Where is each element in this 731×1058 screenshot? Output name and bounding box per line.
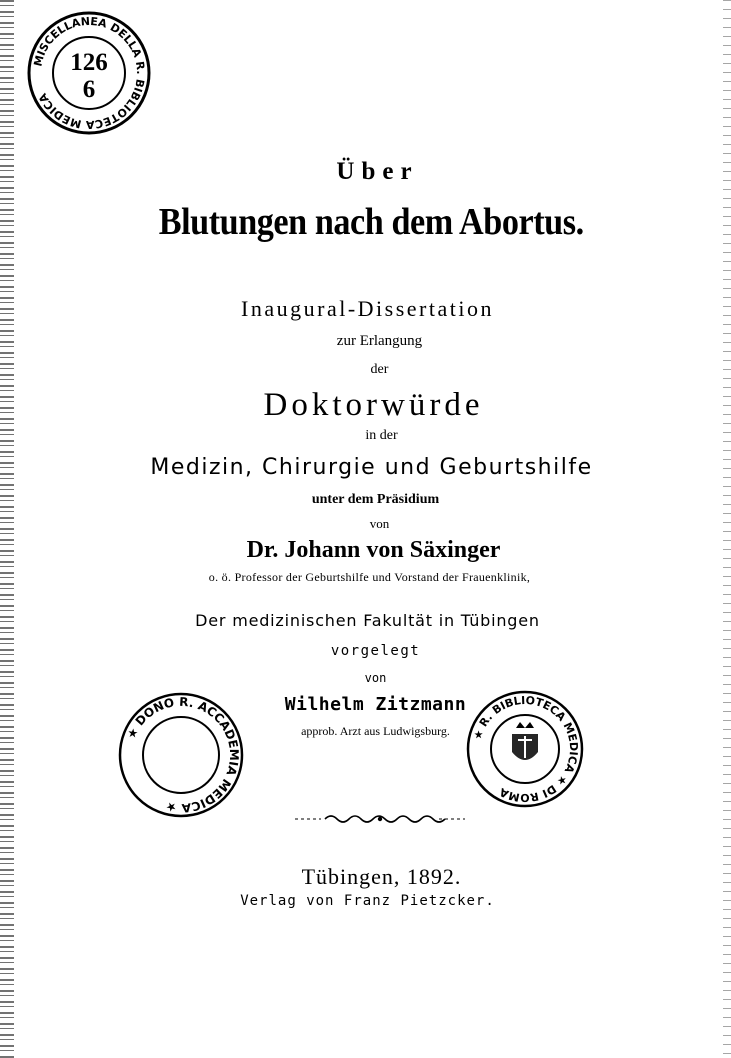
stamp-left-ring-text: ★ DONO R. ACCADEMIA MEDICA ★ bbox=[124, 694, 242, 816]
crest-icon bbox=[512, 722, 538, 760]
author-name: Wilhelm Zitzmann bbox=[284, 694, 467, 715]
stamp-top-number: 126 bbox=[70, 49, 108, 76]
publisher: Verlag von Franz Pietzcker. bbox=[240, 893, 495, 909]
in-der-text: in der bbox=[365, 428, 398, 443]
ornament-divider bbox=[0, 812, 731, 831]
place-date: Tübingen, 1892. bbox=[301, 864, 462, 889]
der-text: der bbox=[370, 362, 389, 377]
presidium-text: unter dem Präsidium bbox=[311, 492, 440, 507]
von-text-2: von bbox=[364, 671, 387, 685]
von-text-1: von bbox=[369, 516, 390, 531]
vorgelegt-text: vorgelegt bbox=[330, 643, 421, 659]
academy-stamp-left bbox=[116, 690, 246, 820]
supervisor-title: o. ö. Professor der Geburtshilfe und Vorstand der Frauenklinik, bbox=[208, 570, 531, 584]
title-prefix: Über bbox=[336, 158, 419, 185]
stamp-top-subnumber: 6 bbox=[82, 76, 96, 103]
stamp-top-ring-text: MISCELLANEA DELLA R. BIBLIOTECA MEDICA bbox=[31, 14, 148, 132]
library-stamp-top bbox=[24, 8, 154, 138]
degree-title: Doktorwürde bbox=[263, 387, 484, 423]
ornament-icon bbox=[295, 812, 465, 826]
zur-erlangung-text: zur Erlangung bbox=[336, 333, 423, 349]
stamp-right-ring-text: ★ R. BIBLIOTECA MEDICA ★ DI ROMA bbox=[470, 693, 581, 805]
supervisor-name: Dr. Johann von Säxinger bbox=[246, 537, 501, 563]
author-title: approb. Arzt aus Ludwigsburg. bbox=[301, 724, 450, 738]
main-title: Blutungen nach dem Abortus. bbox=[158, 201, 584, 243]
svg-text:★ DONO R. ACCADEMIA MEDICA ★ bbox=[124, 695, 241, 815]
faculty-line: Der medizinischen Fakultät in Tübingen bbox=[195, 611, 540, 630]
library-stamp-right bbox=[464, 688, 586, 810]
dissertation-label: Inaugural-Dissertation bbox=[241, 296, 494, 321]
subjects-line: Medizin, Chirurgie und Geburtshilfe bbox=[150, 455, 593, 480]
